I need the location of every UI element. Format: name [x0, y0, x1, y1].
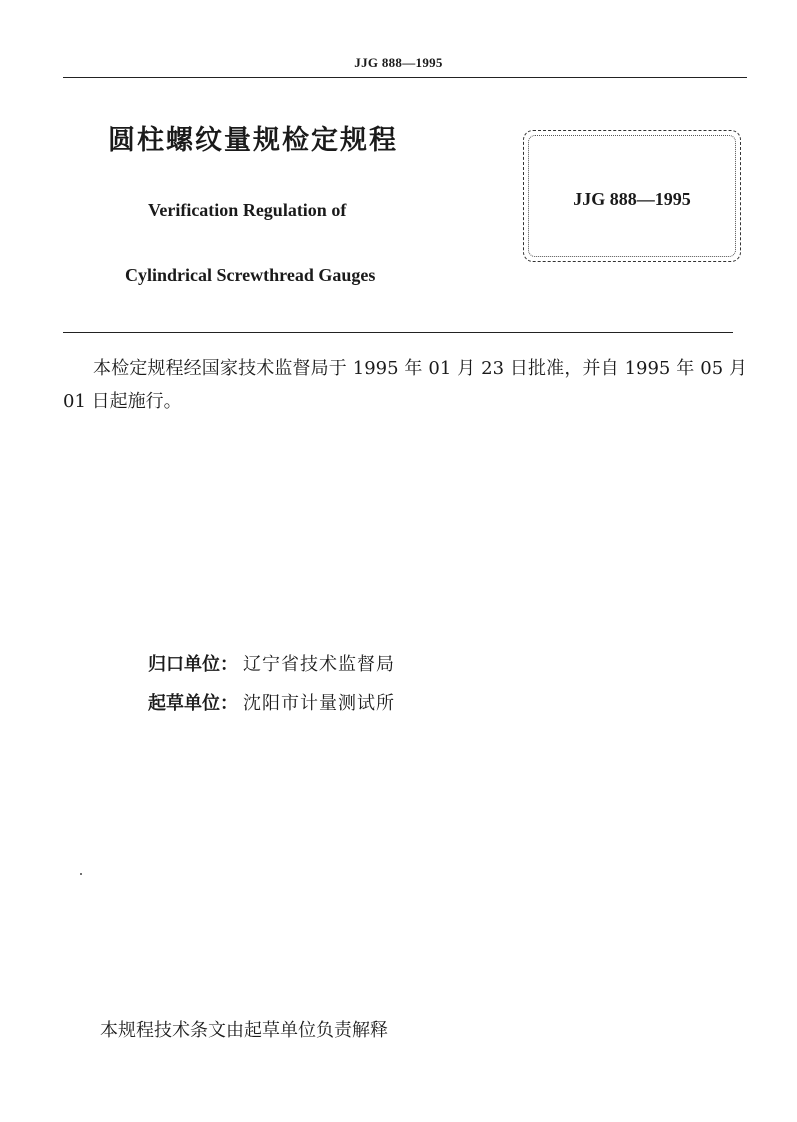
- standard-code-frame: [523, 130, 741, 262]
- drafting-unit-value: 沈阳市计量测试所: [243, 693, 395, 714]
- header-divider: [63, 77, 747, 78]
- scan-speck: [80, 873, 82, 875]
- approval-statement: 本检定规程经国家技术监督局于 1995 年 01 月 23 日批准，并自 1995 年 05 月 01 日起施行。: [63, 358, 747, 412]
- title-english-line-1: Verification Regulation of: [148, 200, 347, 220]
- title-chinese: 圆柱螺纹量规检定规程: [108, 125, 398, 156]
- standard-code-box-text: JJG 888—1995: [573, 189, 691, 209]
- responsible-unit-label: 归口单位：: [148, 654, 238, 675]
- interpretation-note: 本规程技术条文由起草单位负责解释: [100, 1020, 388, 1041]
- title-divider: [63, 332, 733, 333]
- title-english-line-2: Cylindrical Screwthread Gauges: [125, 265, 376, 285]
- responsible-unit-row: [148, 650, 395, 676]
- drafting-unit-row: [148, 689, 395, 715]
- header-standard-code: JJG 888—1995: [354, 55, 443, 70]
- drafting-unit-label: 起草单位：: [148, 693, 238, 714]
- responsible-unit-value: 辽宁省技术监督局: [243, 654, 395, 675]
